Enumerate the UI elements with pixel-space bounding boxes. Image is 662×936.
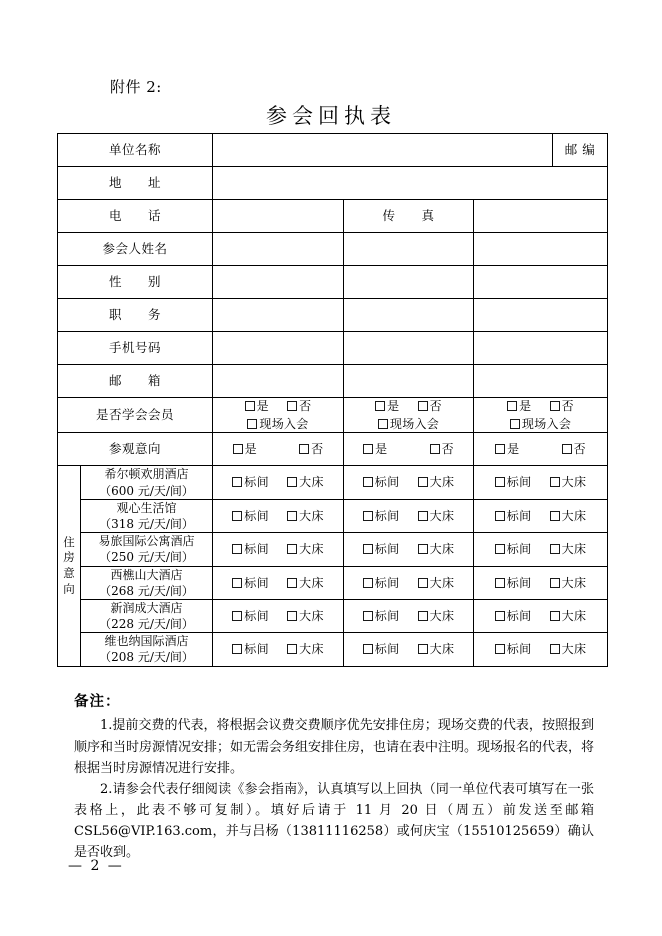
checkbox-label-large-bed: 大床 bbox=[429, 608, 455, 623]
row-label-fax: 传 真 bbox=[344, 200, 474, 233]
checkbox-label-no: 否 bbox=[441, 442, 454, 457]
checkbox-onsite-join[interactable] bbox=[510, 419, 520, 429]
checkbox-label-no: 否 bbox=[573, 442, 586, 457]
field-room-type-2[interactable] bbox=[344, 466, 474, 499]
checkbox-standard-room[interactable] bbox=[232, 644, 242, 654]
table-row bbox=[58, 299, 608, 332]
checkbox-standard-room[interactable] bbox=[495, 544, 505, 554]
table-row bbox=[58, 499, 608, 532]
table-row bbox=[58, 533, 608, 566]
field-email-3[interactable] bbox=[474, 365, 608, 398]
table-row bbox=[58, 134, 608, 167]
field-room-type-3[interactable] bbox=[474, 566, 608, 599]
table-row bbox=[58, 233, 608, 266]
note-item-1: 1.提前交费的代表，将根据会议费交费顺序优先安排住房；现场交费的代表，按照报到顺序和当时房源情况安排；如无需会务组安排住房，也请在表中注明。现场报名的代表，将根据当时房源情况进行安排。 bbox=[74, 718, 595, 776]
checkbox-label-large-bed: 大床 bbox=[561, 608, 587, 623]
checkbox-large-bed[interactable] bbox=[550, 477, 560, 487]
checkbox-label-large-bed: 大床 bbox=[429, 475, 455, 490]
checkbox-visit-yes[interactable] bbox=[495, 444, 505, 454]
field-room-type-2[interactable] bbox=[344, 566, 474, 599]
checkbox-label-large-bed: 大床 bbox=[299, 475, 324, 490]
checkbox-label-large-bed: 大床 bbox=[429, 642, 455, 657]
spine-char: 意 bbox=[63, 566, 75, 580]
checkbox-standard-room[interactable] bbox=[495, 578, 505, 588]
hotel-price: （268 元/天/间） bbox=[99, 583, 194, 598]
checkbox-large-bed[interactable] bbox=[550, 578, 560, 588]
checkbox-visit-yes[interactable] bbox=[233, 444, 243, 454]
field-gender-2[interactable] bbox=[344, 266, 474, 299]
field-mobile-2[interactable] bbox=[344, 332, 474, 365]
field-email-2[interactable] bbox=[344, 365, 474, 398]
field-room-type-1[interactable] bbox=[213, 599, 344, 632]
checkbox-standard-room[interactable] bbox=[232, 578, 242, 588]
table-row bbox=[58, 599, 608, 632]
field-room-type-1[interactable] bbox=[213, 533, 344, 566]
hotel-price: （228 元/天/间） bbox=[99, 617, 194, 632]
checkbox-label-standard-room: 标间 bbox=[244, 608, 269, 623]
checkbox-standard-room[interactable] bbox=[495, 477, 505, 487]
field-room-type-2[interactable] bbox=[344, 633, 474, 666]
row-label-position: 职 务 bbox=[58, 299, 213, 332]
registration-form-table bbox=[57, 133, 608, 667]
checkbox-label-large-bed: 大床 bbox=[429, 575, 455, 590]
field-gender-1[interactable] bbox=[213, 266, 344, 299]
checkbox-standard-room[interactable] bbox=[363, 511, 373, 521]
field-room-type-3[interactable] bbox=[474, 633, 608, 666]
field-visit-intent-2[interactable] bbox=[344, 433, 474, 466]
note-item-2: 2.请参会代表仔细阅读《参会指南》，认真填写以上回执（同一单位代表可填写在一张表格上，此表不够可复制）。填好后请于 11 月 20 日（周五）前发送至邮箱 CSL56@VIP.163.com，并与吕杨（13811116258）或何庆宝（15510125659）确认是否收到。 bbox=[74, 781, 594, 860]
hotel-name: 新润成大酒店 bbox=[110, 600, 183, 615]
checkbox-label-onsite-join: 现场入会 bbox=[389, 417, 440, 432]
field-room-type-1[interactable] bbox=[213, 566, 344, 599]
checkbox-large-bed[interactable] bbox=[550, 544, 560, 554]
field-position-2[interactable] bbox=[344, 299, 474, 332]
checkbox-label-no: 否 bbox=[429, 399, 442, 413]
checkbox-member-yes[interactable] bbox=[375, 401, 385, 411]
notes-section bbox=[74, 690, 594, 863]
row-label-accommodation bbox=[58, 466, 81, 666]
checkbox-standard-room[interactable] bbox=[363, 611, 373, 621]
field-gender-3[interactable] bbox=[474, 266, 608, 299]
checkbox-member-no[interactable] bbox=[418, 401, 428, 411]
checkbox-large-bed[interactable] bbox=[287, 644, 297, 654]
checkbox-label-large-bed: 大床 bbox=[299, 608, 324, 623]
row-label-is-member: 是否学会会员 bbox=[58, 398, 213, 433]
checkbox-large-bed[interactable] bbox=[418, 544, 428, 554]
checkbox-label-standard-room: 标间 bbox=[244, 575, 269, 590]
checkbox-standard-room[interactable] bbox=[232, 511, 242, 521]
row-label-attendee-name: 参会人姓名 bbox=[58, 233, 213, 266]
checkbox-label-standard-room: 标间 bbox=[506, 542, 532, 557]
checkbox-member-no[interactable] bbox=[287, 401, 297, 411]
checkbox-standard-room[interactable] bbox=[232, 477, 242, 487]
checkbox-standard-room[interactable] bbox=[495, 511, 505, 521]
field-position-1[interactable] bbox=[213, 299, 344, 332]
field-room-type-2[interactable] bbox=[344, 499, 474, 532]
checkbox-label-large-bed: 大床 bbox=[561, 642, 587, 657]
checkbox-label-standard-room: 标间 bbox=[244, 508, 269, 523]
table-row bbox=[58, 433, 608, 466]
checkbox-label-standard-room: 标间 bbox=[244, 642, 269, 657]
checkbox-standard-room[interactable] bbox=[495, 644, 505, 654]
checkbox-label-yes: 是 bbox=[387, 399, 400, 413]
checkbox-label-large-bed: 大床 bbox=[299, 575, 324, 590]
checkbox-label-standard-room: 标间 bbox=[374, 642, 400, 657]
checkbox-label-no: 否 bbox=[311, 442, 324, 457]
hotel-price: （318 元/天/间） bbox=[99, 516, 194, 531]
field-visit-intent-3[interactable] bbox=[474, 433, 608, 466]
field-fax[interactable] bbox=[474, 200, 608, 233]
checkbox-standard-room[interactable] bbox=[363, 544, 373, 554]
checkbox-large-bed[interactable] bbox=[418, 477, 428, 487]
checkbox-large-bed[interactable] bbox=[287, 611, 297, 621]
checkbox-label-standard-room: 标间 bbox=[506, 642, 532, 657]
row-label-mobile: 手机号码 bbox=[58, 332, 213, 365]
hotel-price: （208 元/天/间） bbox=[99, 650, 194, 665]
checkbox-label-standard-room: 标间 bbox=[506, 608, 532, 623]
checkbox-label-standard-room: 标间 bbox=[374, 542, 400, 557]
hotel-name: 观心生活馆 bbox=[116, 500, 177, 515]
checkbox-standard-room[interactable] bbox=[363, 578, 373, 588]
checkbox-label-large-bed: 大床 bbox=[561, 542, 587, 557]
row-label-email: 邮 箱 bbox=[58, 365, 213, 398]
hotel-name-cell bbox=[81, 599, 213, 632]
checkbox-large-bed[interactable] bbox=[550, 644, 560, 654]
table-row bbox=[58, 633, 608, 666]
hotel-name: 希尔顿欢朋酒店 bbox=[104, 467, 189, 482]
checkbox-label-large-bed: 大床 bbox=[561, 475, 587, 490]
field-room-type-2[interactable] bbox=[344, 599, 474, 632]
hotel-name: 维也纳国际酒店 bbox=[104, 634, 189, 649]
checkbox-label-standard-room: 标间 bbox=[244, 542, 269, 557]
row-label-address: 地 址 bbox=[58, 167, 213, 200]
field-is-member-3[interactable] bbox=[474, 398, 608, 433]
checkbox-standard-room[interactable] bbox=[363, 477, 373, 487]
field-room-type-1[interactable] bbox=[213, 633, 344, 666]
field-room-type-3[interactable] bbox=[474, 533, 608, 566]
checkbox-label-onsite-join: 现场入会 bbox=[259, 417, 309, 432]
hotel-name: 易旅国际公寓酒店 bbox=[98, 534, 195, 549]
field-visit-intent-1[interactable] bbox=[213, 433, 344, 466]
checkbox-label-yes: 是 bbox=[507, 442, 520, 457]
hotel-name-cell bbox=[81, 633, 213, 666]
field-room-type-3[interactable] bbox=[474, 599, 608, 632]
hotel-name-cell bbox=[81, 466, 213, 499]
checkbox-large-bed[interactable] bbox=[418, 611, 428, 621]
checkbox-standard-room[interactable] bbox=[232, 611, 242, 621]
checkbox-onsite-join[interactable] bbox=[247, 419, 257, 429]
checkbox-standard-room[interactable] bbox=[495, 611, 505, 621]
checkbox-label-large-bed: 大床 bbox=[561, 575, 587, 590]
field-unit-name[interactable] bbox=[213, 134, 553, 167]
checkbox-member-yes[interactable] bbox=[245, 401, 255, 411]
spine-char: 向 bbox=[63, 581, 75, 596]
checkbox-large-bed[interactable] bbox=[550, 611, 560, 621]
page-title: 参会回执表 bbox=[266, 104, 396, 128]
hotel-name-cell bbox=[81, 499, 213, 532]
field-room-type-1[interactable] bbox=[213, 466, 344, 499]
checkbox-standard-room[interactable] bbox=[363, 644, 373, 654]
checkbox-member-yes[interactable] bbox=[507, 401, 517, 411]
row-label-gender: 性 别 bbox=[58, 266, 213, 299]
field-email-1[interactable] bbox=[213, 365, 344, 398]
field-attendee-name-2[interactable] bbox=[344, 233, 474, 266]
checkbox-visit-yes[interactable] bbox=[363, 444, 373, 454]
checkbox-standard-room[interactable] bbox=[232, 544, 242, 554]
checkbox-member-no[interactable] bbox=[550, 401, 560, 411]
checkbox-large-bed[interactable] bbox=[550, 511, 560, 521]
field-room-type-3[interactable] bbox=[474, 499, 608, 532]
checkbox-label-yes: 是 bbox=[519, 399, 532, 413]
checkbox-label-large-bed: 大床 bbox=[299, 508, 324, 523]
hotel-name-cell bbox=[81, 566, 213, 599]
checkbox-label-no: 否 bbox=[299, 399, 312, 413]
checkbox-large-bed[interactable] bbox=[418, 644, 428, 654]
checkbox-label-standard-room: 标间 bbox=[374, 608, 400, 623]
field-mobile-3[interactable] bbox=[474, 332, 608, 365]
checkbox-visit-no[interactable] bbox=[299, 444, 309, 454]
checkbox-label-large-bed: 大床 bbox=[299, 642, 324, 657]
page-number: — 2 — bbox=[68, 858, 124, 874]
hotel-price: （250 元/天/间） bbox=[99, 550, 194, 565]
checkbox-label-standard-room: 标间 bbox=[506, 508, 532, 523]
spine-char: 住 bbox=[63, 534, 75, 549]
table-row bbox=[58, 266, 608, 299]
checkbox-large-bed[interactable] bbox=[287, 511, 297, 521]
row-label-unit-name: 单位名称 bbox=[58, 134, 213, 167]
checkbox-large-bed[interactable] bbox=[418, 511, 428, 521]
checkbox-label-onsite-join: 现场入会 bbox=[521, 417, 572, 432]
checkbox-visit-no[interactable] bbox=[430, 444, 440, 454]
checkbox-label-standard-room: 标间 bbox=[506, 475, 532, 490]
checkbox-label-yes: 是 bbox=[375, 442, 388, 457]
field-room-type-1[interactable] bbox=[213, 499, 344, 532]
checkbox-label-standard-room: 标间 bbox=[374, 508, 400, 523]
row-label-telephone: 电 话 bbox=[58, 200, 213, 233]
hotel-name: 西樵山大酒店 bbox=[110, 567, 183, 582]
table-row bbox=[58, 566, 608, 599]
checkbox-label-large-bed: 大床 bbox=[429, 508, 455, 523]
checkbox-label-standard-room: 标间 bbox=[244, 475, 269, 490]
checkbox-label-no: 否 bbox=[561, 399, 574, 413]
field-address[interactable] bbox=[213, 167, 608, 200]
checkbox-label-yes: 是 bbox=[244, 442, 257, 457]
checkbox-large-bed[interactable] bbox=[287, 578, 297, 588]
checkbox-visit-no[interactable] bbox=[562, 444, 572, 454]
field-room-type-3[interactable] bbox=[474, 466, 608, 499]
field-position-3[interactable] bbox=[474, 299, 608, 332]
attachment-label: 附件 2: bbox=[110, 78, 162, 96]
checkbox-label-large-bed: 大床 bbox=[561, 508, 587, 523]
checkbox-large-bed[interactable] bbox=[287, 544, 297, 554]
checkbox-label-standard-room: 标间 bbox=[374, 575, 400, 590]
hotel-price: （600 元/天/间） bbox=[99, 483, 194, 498]
field-attendee-name-1[interactable] bbox=[213, 233, 344, 266]
row-label-visit-intent: 参观意向 bbox=[58, 433, 213, 466]
field-is-member-1[interactable] bbox=[213, 398, 344, 433]
table-row bbox=[58, 200, 608, 233]
checkbox-label-large-bed: 大床 bbox=[429, 542, 455, 557]
hotel-name-cell bbox=[81, 533, 213, 566]
field-attendee-name-3[interactable] bbox=[474, 233, 608, 266]
table-row bbox=[58, 167, 608, 200]
row-label-postcode: 邮 编 bbox=[553, 134, 608, 167]
checkbox-label-large-bed: 大床 bbox=[299, 542, 324, 557]
table-row bbox=[58, 466, 608, 499]
checkbox-label-standard-room: 标间 bbox=[374, 475, 400, 490]
field-is-member-2[interactable] bbox=[344, 398, 474, 433]
field-room-type-2[interactable] bbox=[344, 533, 474, 566]
checkbox-onsite-join[interactable] bbox=[378, 419, 388, 429]
table-row bbox=[58, 398, 608, 433]
field-mobile-1[interactable] bbox=[213, 332, 344, 365]
field-telephone[interactable] bbox=[213, 200, 344, 233]
notes-heading: 备注： bbox=[74, 693, 121, 710]
checkbox-label-yes: 是 bbox=[256, 399, 269, 413]
checkbox-label-standard-room: 标间 bbox=[506, 575, 532, 590]
checkbox-large-bed[interactable] bbox=[287, 477, 297, 487]
table-row bbox=[58, 365, 608, 398]
spine-char: 房 bbox=[63, 550, 75, 565]
table-row bbox=[58, 332, 608, 365]
checkbox-large-bed[interactable] bbox=[418, 578, 428, 588]
